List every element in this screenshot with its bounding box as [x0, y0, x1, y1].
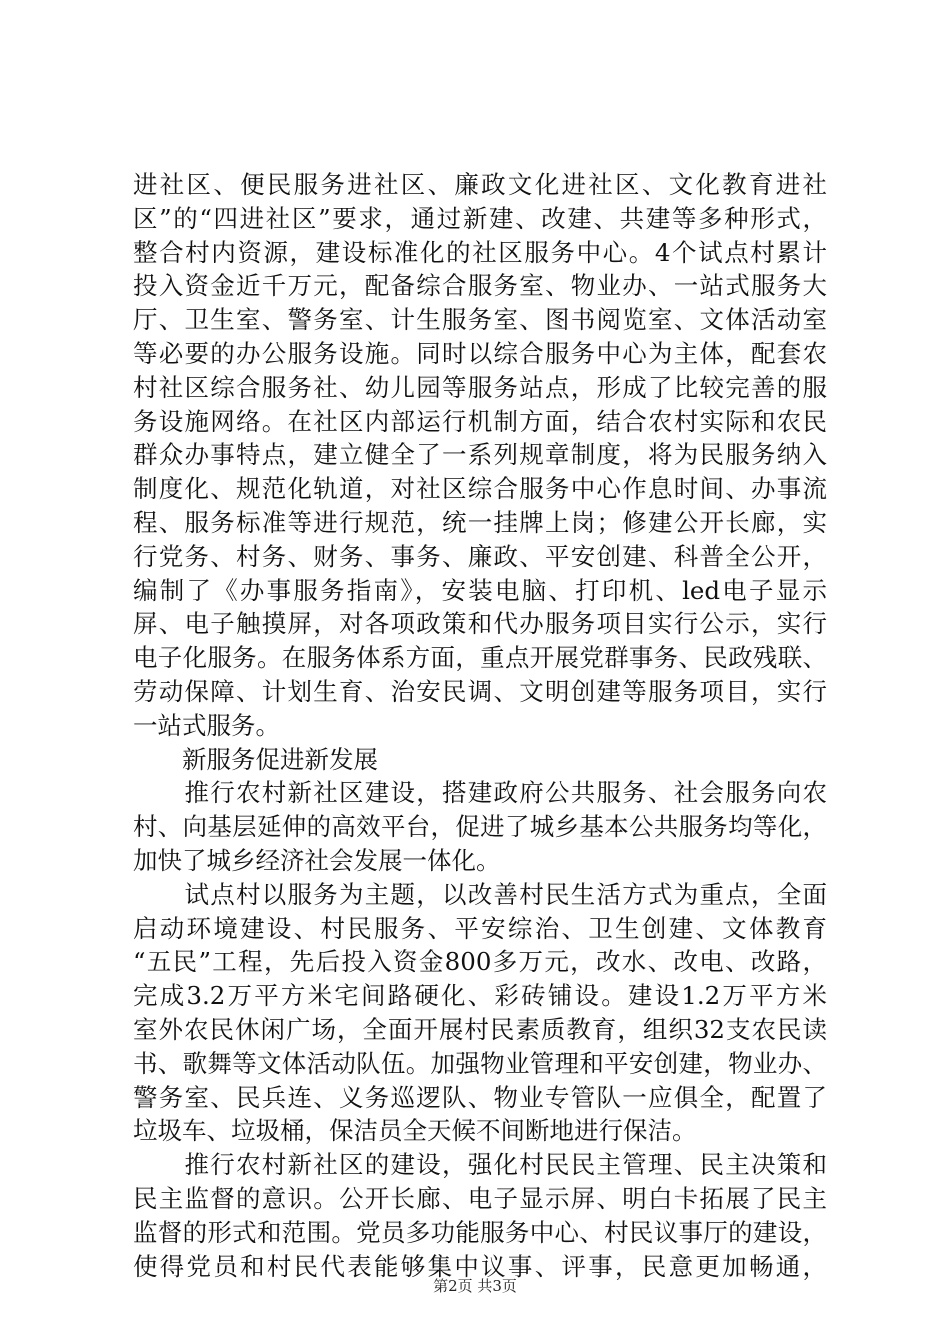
text-line: 完成3.2万平方米宅间路硬化、彩砖铺设。建设1.2万平方米 — [133, 981, 827, 1011]
text-line: 室外农民休闲广场，全面开展村民素质教育，组织32支农民读 — [133, 1014, 827, 1044]
text-line: 书、歌舞等文体活动队伍。加强物业管理和平安创建，物业办、 — [133, 1048, 827, 1078]
text-line: 一站式服务。 — [133, 710, 280, 740]
text-line: 推行农村新社区建设，搭建政府公共服务、社会服务向农 — [133, 778, 827, 808]
text-line: 投入资金近千万元，配备综合服务室、物业办、一站式服务大 — [133, 271, 827, 301]
text-line: 使得党员和村民代表能够集中议事、评事，民意更加畅通， — [133, 1251, 827, 1281]
text-line: 进社区、便民服务进社区、廉政文化进社区、文化教育进社 — [133, 170, 827, 199]
document-body — [133, 168, 827, 1283]
text-line: 加快了城乡经济社会发展一体化。 — [133, 845, 501, 875]
text-line: 等必要的办公服务设施。同时以综合服务中心为主体，配套农 — [133, 338, 827, 368]
paragraph — [133, 776, 827, 877]
text-line: 整合村内资源，建设标准化的社区服务中心。4个试点村累计 — [133, 237, 827, 267]
text-line: 群众办事特点，建立健全了一系列规章制度，将为民服务纳入 — [133, 440, 827, 470]
text-line: 村社区综合服务社、幼儿园等服务站点，形成了比较完善的服 — [133, 372, 827, 402]
text-line: 区”的“四进社区”要求，通过新建、改建、共建等多种形式， — [133, 203, 827, 233]
text-line: 垃圾车、垃圾桶，保洁员全天候不间断地进行保洁。 — [133, 1116, 697, 1146]
text-line: 电子化服务。在服务体系方面，重点开展党群事务、民政残联、 — [133, 643, 827, 673]
section-heading — [133, 743, 827, 777]
text-line: 行党务、村务、财务、事务、廉政、平安创建、科普全公开， — [133, 541, 827, 571]
text-line: 务设施网络。在社区内部运行机制方面，结合农村实际和农民 — [133, 406, 827, 436]
text-line: 村、向基层延伸的高效平台，促进了城乡基本公共服务均等化， — [133, 812, 827, 842]
text-line: 屏、电子触摸屏，对各项政策和代办服务项目实行公示，实行 — [133, 609, 827, 639]
paragraph — [133, 1148, 827, 1283]
text-line: 劳动保障、计划生育、治安民调、文明创建等服务项目，实行 — [133, 676, 827, 706]
text-line: 程、服务标准等进行规范，统一挂牌上岗；修建公开长廊，实 — [133, 507, 827, 537]
paragraph — [133, 168, 827, 743]
text-line: 监督的形式和范围。党员多功能服务中心、村民议事厅的建设， — [133, 1217, 827, 1247]
text-line: 启动环境建设、村民服务、平安综治、卫生创建、文体教育 — [133, 913, 827, 943]
page-footer: 第2页 共3页 — [433, 1277, 517, 1295]
text-line: 制度化、规范化轨道，对社区综合服务中心作息时间、办事流 — [133, 474, 827, 504]
text-line: 新服务促进新发展 — [133, 744, 378, 774]
text-line: “五民”工程，先后投入资金800多万元，改水、改电、改路， — [133, 947, 827, 977]
text-line: 试点村以服务为主题，以改善村民生活方式为重点，全面 — [133, 879, 827, 909]
text-line: 厅、卫生室、警务室、计生服务室、图书阅览室、文体活动室 — [133, 305, 827, 335]
text-line: 编制了《办事服务指南》，安装电脑、打印机、led电子显示 — [133, 575, 827, 605]
text-line: 警务室、民兵连、义务巡逻队、物业专管队一应俱全，配置了 — [133, 1082, 827, 1112]
paragraph — [133, 878, 827, 1148]
text-line: 民主监督的意识。公开长廊、电子显示屏、明白卡拓展了民主 — [133, 1183, 827, 1213]
text-line: 推行农村新社区的建设，强化村民民主管理、民主决策和 — [133, 1150, 827, 1180]
